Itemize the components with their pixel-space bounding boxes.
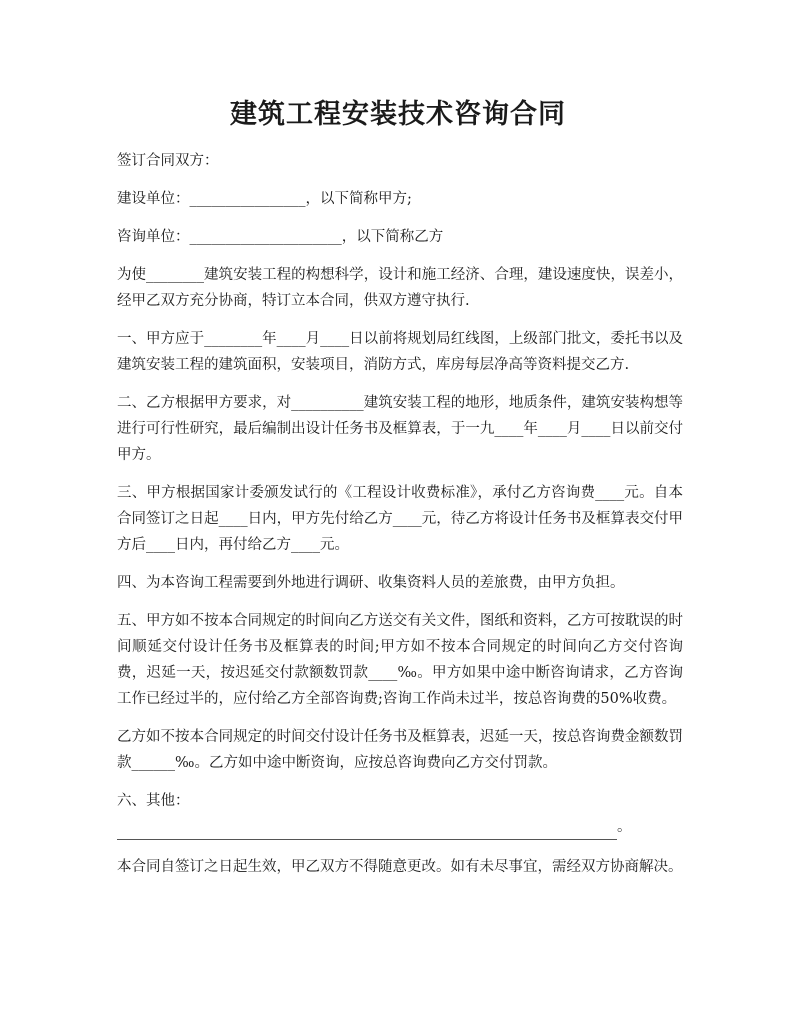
preamble-paragraph: 为使________建筑安装工程的构想科学，设计和施工经济、合理，建设速度快，误差小，经甲乙双方充分协商，特订立本合同，供双方遵守执行. [117, 267, 683, 309]
clause-2: 二、乙方根据甲方要求，对__________建筑安装工程的地形，地质条件，建筑安装构想等进行可行性研究，最后编制出设计任务书及框算表，于一九____年____月____日以前交付甲方。 [117, 395, 683, 463]
clause-5: 五、甲方如不按本合同规定的时间向乙方送交有关文件，图纸和资料，乙方可按耽误的时间顺延交付设计任务书及框算表的时间;甲方如不按本合同规定的时间向乙方交付咨询费，迟延一天，按迟延交付款额数罚款____‰。甲方如果中途中断咨询请求，乙方咨询工作已经过半的，应付给乙方全部咨询费;咨询工作尚未过半，按总咨询费的50%收费。 [117, 613, 683, 707]
client-line: 建设单位：________________，以下简称甲方; [117, 191, 412, 207]
clause-4: 四、为本咨询工程需要到外地进行调研、收集资料人员的差旅费，由甲方负担。 [117, 575, 625, 591]
clause-1: 一、甲方应于________年____月____日以前将规划局红线图，上级部门批文，委托书以及建筑安装工程的建筑面积，安装项目，消防方式，库房每层净高等资料提交乙方. [117, 331, 683, 373]
document-title: 建筑工程安装技术咨询合同 [230, 99, 566, 130]
clause-6-heading: 六、其他： [117, 793, 190, 809]
clause-6-blank [117, 814, 683, 840]
closing-paragraph: 本合同自签订之日起生效，甲乙双方不得随意更改。如有未尽事宜，需经双方协商解决。 [117, 859, 683, 875]
parties-heading: 签订合同双方： [117, 153, 219, 169]
consultant-line: 咨询单位：_____________________，以下简称乙方 [117, 229, 444, 245]
blank-rule-line [117, 825, 617, 840]
clause-3: 三、甲方根据国家计委颁发试行的《工程设计收费标准》，承付乙方咨询费____元。自本合同签订之日起____日内，甲方先付给乙方____元，待乙方将设计任务书及框算表交付甲方后____日内，再付给乙方____元。 [117, 485, 683, 553]
document-body [117, 148, 683, 892]
clause-6-end-mark: 。 [617, 819, 632, 835]
clause-5-continued: 乙方如不按本合同规定的时间交付设计任务书及框算表，迟延一天，按总咨询费金额数罚款______‰。乙方如中途中断资询，应按总咨询费向乙方交付罚款。 [117, 729, 683, 771]
